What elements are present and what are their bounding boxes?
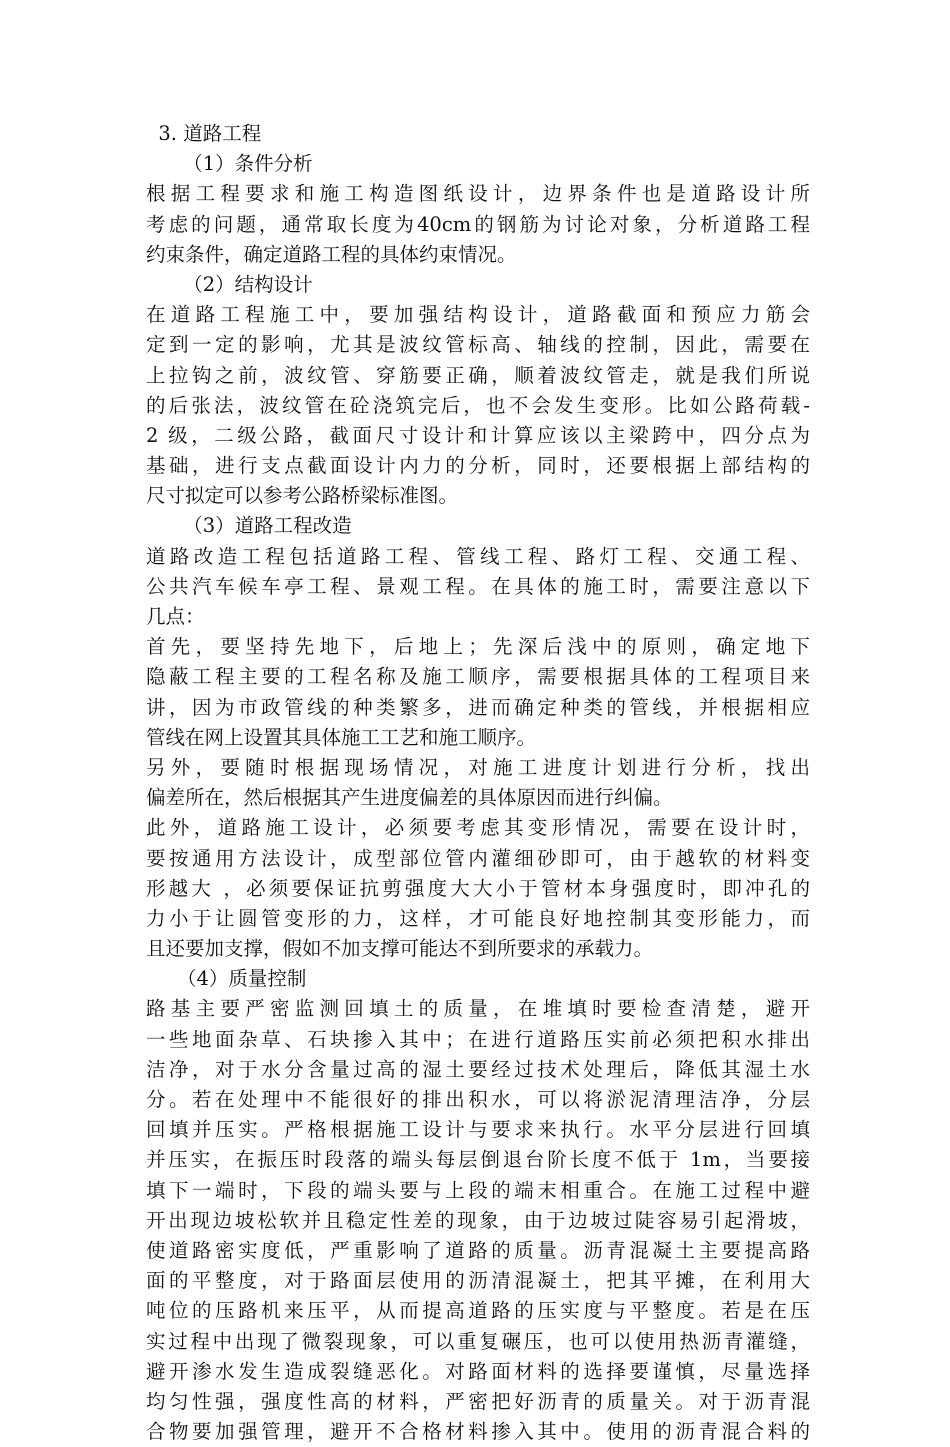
text-line: 洁净，对于水分含量过高的湿土要经过技术处理后，降低其湿土水 (146, 1057, 810, 1081)
text-line: 根据工程要求和施工构造图纸设计，边界条件也是道路设计所 (146, 182, 810, 206)
text-line: 3. 道路工程 (146, 122, 262, 145)
text-line: 一些地面杂草、石块掺入其中；在进行道路压实前必须把积水排出 (146, 1027, 810, 1051)
text-line: 此外，道路施工设计，必须要考虑其变形情况，需要在设计时， (146, 816, 810, 840)
text-line: 要按通用方法设计，成型部位管内灌细砂即可，由于越软的材料变 (146, 846, 810, 870)
text-line: 定到一定的影响，尤其是波纹管标高、轴线的控制，因此，需要在 (146, 333, 810, 357)
text-line: 上拉钩之前，波纹管、穿筋要正确，顺着波纹管走，就是我们所说 (146, 363, 810, 387)
text-line: 偏差所在，然后根据其产生进度偏差的具体原因而进行纠偏。 (146, 786, 673, 810)
text-line: 路基主要严密监测回填土的质量，在堆填时要检查清楚，避开 (146, 997, 810, 1021)
text-line: 均匀性强，强度性高的材料，严密把好沥青的质量关。对于沥青混 (146, 1389, 810, 1413)
text-line: 面的平整度，对于路面层使用的沥清混凝土，把其平摊，在利用大 (146, 1269, 810, 1293)
text-line: 避开渗水发生造成裂缝恶化。对路面材料的选择要谨慎，尽量选择 (146, 1359, 810, 1383)
text-line: 公共汽车候车亭工程、景观工程。在具体的施工时，需要注意以下 (146, 574, 810, 598)
text-line: 另外，要随时根据现场情况，对施工进度计划进行分析，找出 (146, 755, 810, 779)
text-line: （2）结构设计 (146, 272, 313, 296)
text-line: 道路改造工程包括道路工程、管线工程、路灯工程、交通工程、 (146, 544, 810, 568)
text-line: 且还要加支撑，假如不加支撑可能达不到所要求的承载力。 (146, 937, 654, 961)
text-line: 力小于让圆管变形的力，这样，才可能良好地控制其变形能力，而 (146, 906, 810, 930)
text-line: 的后张法，波纹管在砼浇筑完后，也不会发生变形。比如公路荷载- (146, 393, 810, 417)
text-line: 讲，因为市政管线的种类繁多，进而确定种类的管线，并根据相应 (146, 695, 810, 719)
text-line: 2 级，二级公路，截面尺寸设计和计算应该以主梁跨中，四分点为 (146, 423, 810, 447)
text-line: 实过程中出现了微裂现象，可以重复碾压，也可以使用热沥青灌缝， (146, 1329, 810, 1353)
text-line: 并压实，在振压时段落的端头每层倒退台阶长度不低于 1m，当要接 (146, 1148, 810, 1172)
text-line: 形越大 ，必须要保证抗剪强度大大小于管材本身强度时，即冲孔的 (146, 876, 810, 900)
text-line: 使道路密实度低，严重影响了道路的质量。沥青混凝土主要提高路 (146, 1238, 810, 1262)
text-line: 开出现边坡松软并且稳定性差的现象，由于边坡过陡容易引起滑坡， (146, 1208, 810, 1232)
text-line: 回填并压实。严格根据施工设计与要求来执行。水平分层进行回填 (146, 1118, 810, 1142)
text-line: （4）质量控制 (146, 967, 307, 991)
text-line: （1）条件分析 (146, 152, 313, 176)
text-line: 合物要加强管理，避开不合格材料掺入其中。使用的沥青混合料的 (146, 1420, 810, 1444)
text-line: 管线在网上设置其具体施工工艺和施工顺序。 (146, 725, 537, 749)
text-line: 几点： (146, 605, 205, 628)
text-line: 吨位的压路机来压平，从而提高道路的压实度与平整度。若是在压 (146, 1299, 810, 1323)
text-line: （3）道路工程改造 (146, 514, 352, 538)
text-line: 首先，要坚持先地下，后地上；先深后浅中的原则，确定地下 (146, 635, 810, 659)
text-line: 分。若在处理中不能很好的排出积水，可以将淤泥清理洁净，分层 (146, 1088, 810, 1111)
text-line: 基础，进行支点截面设计内力的分析，同时，还要根据上部结构的 (146, 454, 810, 478)
document-body (146, 119, 810, 1447)
text-line: 尺寸拟定可以参考公路桥梁标准图。 (146, 484, 459, 508)
text-line: 考虑的问题，通常取长度为40cm的钢筋为讨论对象，分析道路工程 (146, 212, 810, 236)
text-line: 在道路工程施工中，要加强结构设计，道路截面和预应力筋会 (146, 303, 810, 327)
text-line: 约束条件，确定道路工程的具体约束情况。 (146, 242, 517, 266)
text-line: 隐蔽工程主要的工程名称及施工顺序，需要根据具体的工程项目来 (146, 665, 810, 689)
text-line: 填下一端时，下段的端头要与上段的端末相重合。在施工过程中避 (146, 1178, 810, 1202)
